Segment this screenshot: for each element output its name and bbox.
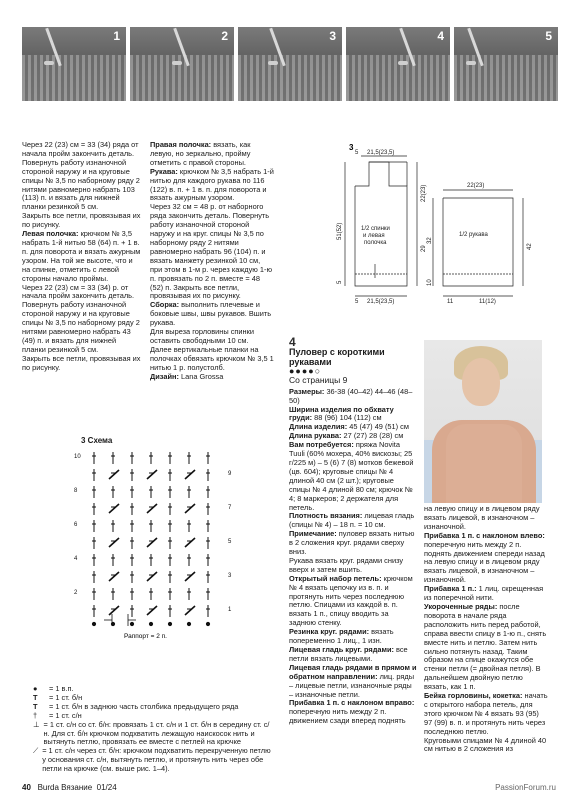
dim-bottom-width: 21,5(23,5) — [367, 299, 395, 305]
paragraph: 1 лиц. скрещенная из поперечной нити. — [424, 584, 544, 603]
step-number: 1 — [113, 29, 120, 43]
sleeve-length: 27 (27) 28 (28) см — [341, 431, 404, 441]
text-column-4 — [424, 505, 548, 754]
chart-title: 3 Схема — [81, 436, 113, 445]
piece-label-back: 1/2 спинки и левая полочка — [361, 226, 390, 246]
step-photo-2 — [130, 27, 234, 101]
dim-left-length: 51(52) — [337, 222, 343, 240]
heading-rib: Резинка круг. рядами: — [289, 627, 370, 637]
dim-sleeve-11-12: 11(12) — [479, 299, 496, 305]
row-number-right: 9 — [228, 471, 232, 477]
double-crochet-icon: † — [33, 710, 38, 720]
chain-dot — [149, 622, 152, 625]
heading-sleeves: Рукава: — [150, 166, 178, 176]
dim-right-29: 29 — [421, 245, 427, 252]
text-column-2 — [150, 141, 274, 381]
step-number: 4 — [437, 29, 444, 43]
heading-left-front: Левая полочка: — [22, 229, 79, 239]
step-number: 2 — [221, 29, 228, 43]
legend-item: = 1 ст. с/н со ст. б/н: провязать 1 ст. с/н и 1 ст. б/н в середину ст. с/н. Для ст. б/н крючком подхватить лежащую наискосок нить и вытянуть петлю, провязать ее вместе с петлей на крючке — [43, 719, 270, 747]
legend-item: = 1 ст. с/н — [49, 710, 82, 720]
pattern-diagram — [333, 140, 559, 310]
legend-item: = 1 ст. б/н в заднюю часть столбика предыдущего ряда — [49, 701, 239, 711]
stitch-mark — [147, 572, 157, 581]
chain-dot — [92, 622, 95, 625]
page-number: 40 — [22, 783, 31, 792]
row-number-left: 8 — [74, 488, 78, 494]
paragraph: Круговыми спицами № 4 длиной 40 см нитью в 2 сложения из — [424, 735, 547, 754]
project-title: Пуловер с короткими рукавами — [289, 346, 385, 367]
paragraph: Через 22 (23) см = 33 (34) ряда от начала пройм закончить деталь. — [22, 140, 139, 158]
dim-right-armhole: 22(23) — [421, 184, 427, 202]
paragraph: Через 22 (23) см = 33 (34) р. от начала пройм закончить деталь. Повернуть работу изнаночной стороной наружу и на круговые спицы № 3,5 по наборному ряду 2 нитями равномерно набрать 43 (49) п. и вязать для нижней планки резинкой 5 см. — [22, 282, 140, 354]
dim-bottom-5: 5 — [355, 299, 359, 305]
heading-increase-right: Прибавка 1 п. с наклоном вправо: — [289, 698, 415, 708]
dim-sleeve-11: 11 — [447, 299, 454, 305]
paragraph: вязать, как левую, но зеркально, пройму отметить с правой стороны. — [150, 140, 251, 167]
rapport-label: Раппорт = 2 п. — [124, 633, 167, 640]
dim-sleeve-top: 22(23) — [467, 183, 485, 189]
paragraph: Далее вертикальные планки на полочках обвязать крючком № 3,5 1 нитью 1 р. полустолб. — [150, 344, 274, 372]
stitch-mark — [185, 470, 195, 479]
stitch-mark — [147, 606, 157, 615]
row-number-right: 1 — [228, 607, 232, 613]
dim-sleeve-42: 42 — [527, 243, 533, 250]
step-number: 3 — [329, 29, 336, 43]
paragraph: Закрыть все петли, провязывая их по рисунку. — [22, 211, 141, 230]
length: 45 (47) 49 (51) см — [347, 422, 409, 432]
heading-neckband: Бейка горловины, кокетка: — [424, 691, 523, 701]
legend-item: = 1 в.п. — [49, 684, 74, 693]
stitch-back-icon: T — [33, 701, 38, 711]
paragraph: вязать попеременно 1 лиц., 1 изн. — [289, 627, 394, 646]
heading-materials: Вам потребуется: — [289, 440, 354, 450]
materials: пряжа Novita Tuuli (60% мохера, 40% вискозы; 25 г/225 м) – 5 (6) 7 (8) мотков бежевой (цв. 604); круговые спицы № 4 длиной 40 см (2 шт.); круговые спицы № 4 длиной 80 см; крючок № 4; 8 маркеров; 2 держателя для петель. — [289, 440, 414, 512]
heading-gauge: Плотность вязания: — [289, 511, 363, 521]
paragraph: Закрыть все петли, провязывая их по рисунку. — [22, 353, 141, 372]
stitch-mark — [109, 538, 119, 547]
project-number: 4 — [289, 335, 296, 349]
chain-dot — [187, 622, 190, 625]
paragraph: поперечную нить между 2 п. поднять движением спереди назад на левую спицу и в лицевом ряду вязать лицевой, в изнаночном – изнаночной. — [424, 539, 545, 585]
stitch-mark — [147, 470, 157, 479]
dim-top-width: 21,5(23,5) — [367, 150, 395, 156]
page-footer — [22, 783, 117, 792]
dim-sleeve-10: 10 — [427, 279, 433, 286]
paragraph: поперечную нить между 2 п. движением сзади вперед поднять — [289, 707, 406, 726]
pattern-label: 3 — [349, 143, 354, 152]
stitch-mark — [147, 504, 157, 513]
row-number-left: 4 — [74, 556, 78, 562]
step-photo-3 — [238, 27, 342, 101]
width: 88 (96) 104 (112) см — [312, 413, 382, 423]
paragraph: Через 32 см = 48 р. от наборного ряда закончить деталь. Повернуть работу изнаночной стороной наружу и на круг. спицы № 3,5 по наборному ряду 2 нитями равномерно набрать 96 (104) п. и вязать манжету резинкой 10 см, при этом в 1-м р. через каждую 1-ю п. провязать по 2 п. вместе = 48 (52) п. Закрыть все петли, провязывая их по рисунку. — [150, 202, 272, 301]
cross-stitch-icon: ⟋ — [33, 746, 39, 756]
row-number-right: 5 — [228, 539, 232, 545]
model-photo — [424, 340, 542, 503]
dim-sleeve-32: 32 — [427, 237, 433, 244]
gauge: лицевая гладь (спицы № 4) – 18 п. = 10 см. — [289, 511, 415, 530]
heading-design: Дизайн: — [150, 371, 179, 381]
legend-item: = 1 ст. с/н через ст. б/н: крючком подхватить перекрученную петлю у основания ст. с/н, вытянуть петлю, и протянуть нить через обе петли на крючке (см. выше рис. 1–4). — [42, 746, 271, 774]
stitch-mark — [109, 470, 119, 479]
chain-dot — [206, 622, 209, 625]
chart-legend — [33, 685, 273, 774]
site-watermark: PassionForum.ru — [495, 783, 556, 792]
difficulty-dots: ●●●●○ — [289, 365, 322, 376]
dim-left-5: 5 — [337, 280, 343, 284]
text-column-1 — [22, 141, 141, 373]
stitch-mark — [185, 538, 195, 547]
combined-stitch-icon: ⊥ — [33, 719, 40, 729]
stitch-mark — [109, 606, 119, 615]
paragraph: выполнить плечевые и боковые швы, швы рукавов. Вшить рукава. — [150, 300, 272, 328]
from-page: Со страницы 9 — [289, 374, 348, 385]
heading-width: Ширина изделия по обхвату груди: — [289, 404, 394, 423]
heading-right-front: Правая полочка: — [150, 140, 212, 149]
issue-number: 01/24 — [96, 783, 117, 792]
paragraph: крючком № 3,5 набрать 1-й нитью 58 (64) п. + 1 в. п. для поворота и вязать ажурным узором. На той же высоте, что и на спинке, отметить с левой стороны начало проймы. — [22, 229, 141, 283]
row-number-left: 6 — [74, 522, 78, 528]
paragraph: все петли вязать лицевыми. — [289, 645, 408, 663]
heading-stockinette-flat: Лицевая гладь рядами в прямом и обратном направлении: — [289, 662, 417, 681]
designer: Lana Grossa — [178, 371, 224, 381]
heading-length: Длина изделия: — [289, 422, 348, 432]
magazine-name: Burda Вязание — [37, 783, 93, 792]
heading-note: Примечание: — [289, 529, 337, 539]
paragraph: Рукава вязать круг. рядами снизу вверх и затем вшить. — [289, 555, 404, 574]
legend-item: = 1 ст. б/н — [49, 692, 83, 702]
stitch-mark — [185, 606, 195, 615]
step-number: 5 — [545, 29, 552, 43]
paragraph: на левую спицу и в лицевом ряду вязать лицевой, в изнаночном – изнаночной. — [424, 504, 540, 531]
stitch-mark — [147, 538, 157, 547]
piece-label-sleeve: 1/2 рукава — [459, 232, 488, 238]
stitch-chart — [70, 444, 240, 644]
bullet-icon: ● — [33, 684, 38, 693]
note: пуловер вязать нитью в 2 сложения круг. рядами сверху вниз. — [289, 529, 415, 557]
heading-short-rows: Укороченные ряды: — [424, 601, 498, 611]
step-photo-1 — [22, 27, 126, 101]
paragraph: крючком № 3,5 набрать 1-й нитью для каждого рукава по 116 (122) в. п. + 1 в. п. для поворота и вязать ажурным узором. — [150, 166, 274, 203]
paragraph: после поворота в начале ряда расположить нить перед работой, справа ввести спицу в 1-ю п., снять вместе нить и петлю. Затем нить сильно потянуть назад. Таким образом на спице окажутся обе стенки петли (= двойная петля). В дальнейшем двойную петлю вязать, как 1 п. — [424, 601, 547, 692]
paragraph: Для вырезa горловины спинки оставить свободными 10 см. — [150, 327, 254, 345]
stitch-icon: T — [33, 692, 38, 702]
sizes: 36-38 (40–42) 44–46 (48–50) — [289, 386, 413, 405]
chain-dot — [130, 622, 133, 625]
heading-increase: Прибавка 1 п.: — [424, 584, 477, 594]
row-number-left: 10 — [74, 454, 81, 460]
stitch-mark — [109, 572, 119, 581]
row-number-right: 7 — [228, 505, 232, 511]
section-4 — [289, 335, 417, 726]
paragraph: крючком № 4 вязать цепочку из в. п. и протянуть нить через последнюю петлю. Спицами из каждой в. п. вязать 1 п., спицу вводить за заднюю стенку. — [289, 573, 413, 628]
heading-stockinette: Лицевая гладь круг. рядами: — [289, 645, 394, 654]
paragraph: Повернуть работу изнаночной стороной наружу и на круговые спицы № 3,5 по наборному ряду 2 нитями равномерно набрать 103 (113) п. и вязать для нижней планки резинкой 5 см. — [22, 157, 140, 212]
stitch-mark — [185, 572, 195, 581]
row-number-right: 3 — [228, 573, 232, 579]
heading-sizes: Размеры: — [289, 386, 325, 396]
heading-increase-left: Прибавка 1 п. с наклоном влево: — [424, 530, 545, 540]
stitch-mark — [109, 504, 119, 513]
paragraph: начать с открытого набора петель, для этого крючком № 4 вязать 93 (95) 97 (99) в. п. и протянуть нить через последнюю петлю. — [424, 691, 548, 736]
dim-top-5: 5 — [355, 150, 359, 156]
heading-assembly: Сборка: — [150, 300, 180, 310]
heading-open-caston: Открытый набор петель: — [289, 573, 382, 583]
step-photo-5 — [454, 27, 558, 101]
row-number-left: 2 — [74, 590, 78, 596]
paragraph: лиц. ряды – лицевые петли, изнаночные ряды – изнаночные петли. — [289, 671, 415, 699]
stitch-mark — [185, 504, 195, 513]
chain-dot — [168, 622, 171, 625]
step-photo-4 — [346, 27, 450, 101]
heading-sleeve-length: Длина рукава: — [289, 431, 342, 441]
